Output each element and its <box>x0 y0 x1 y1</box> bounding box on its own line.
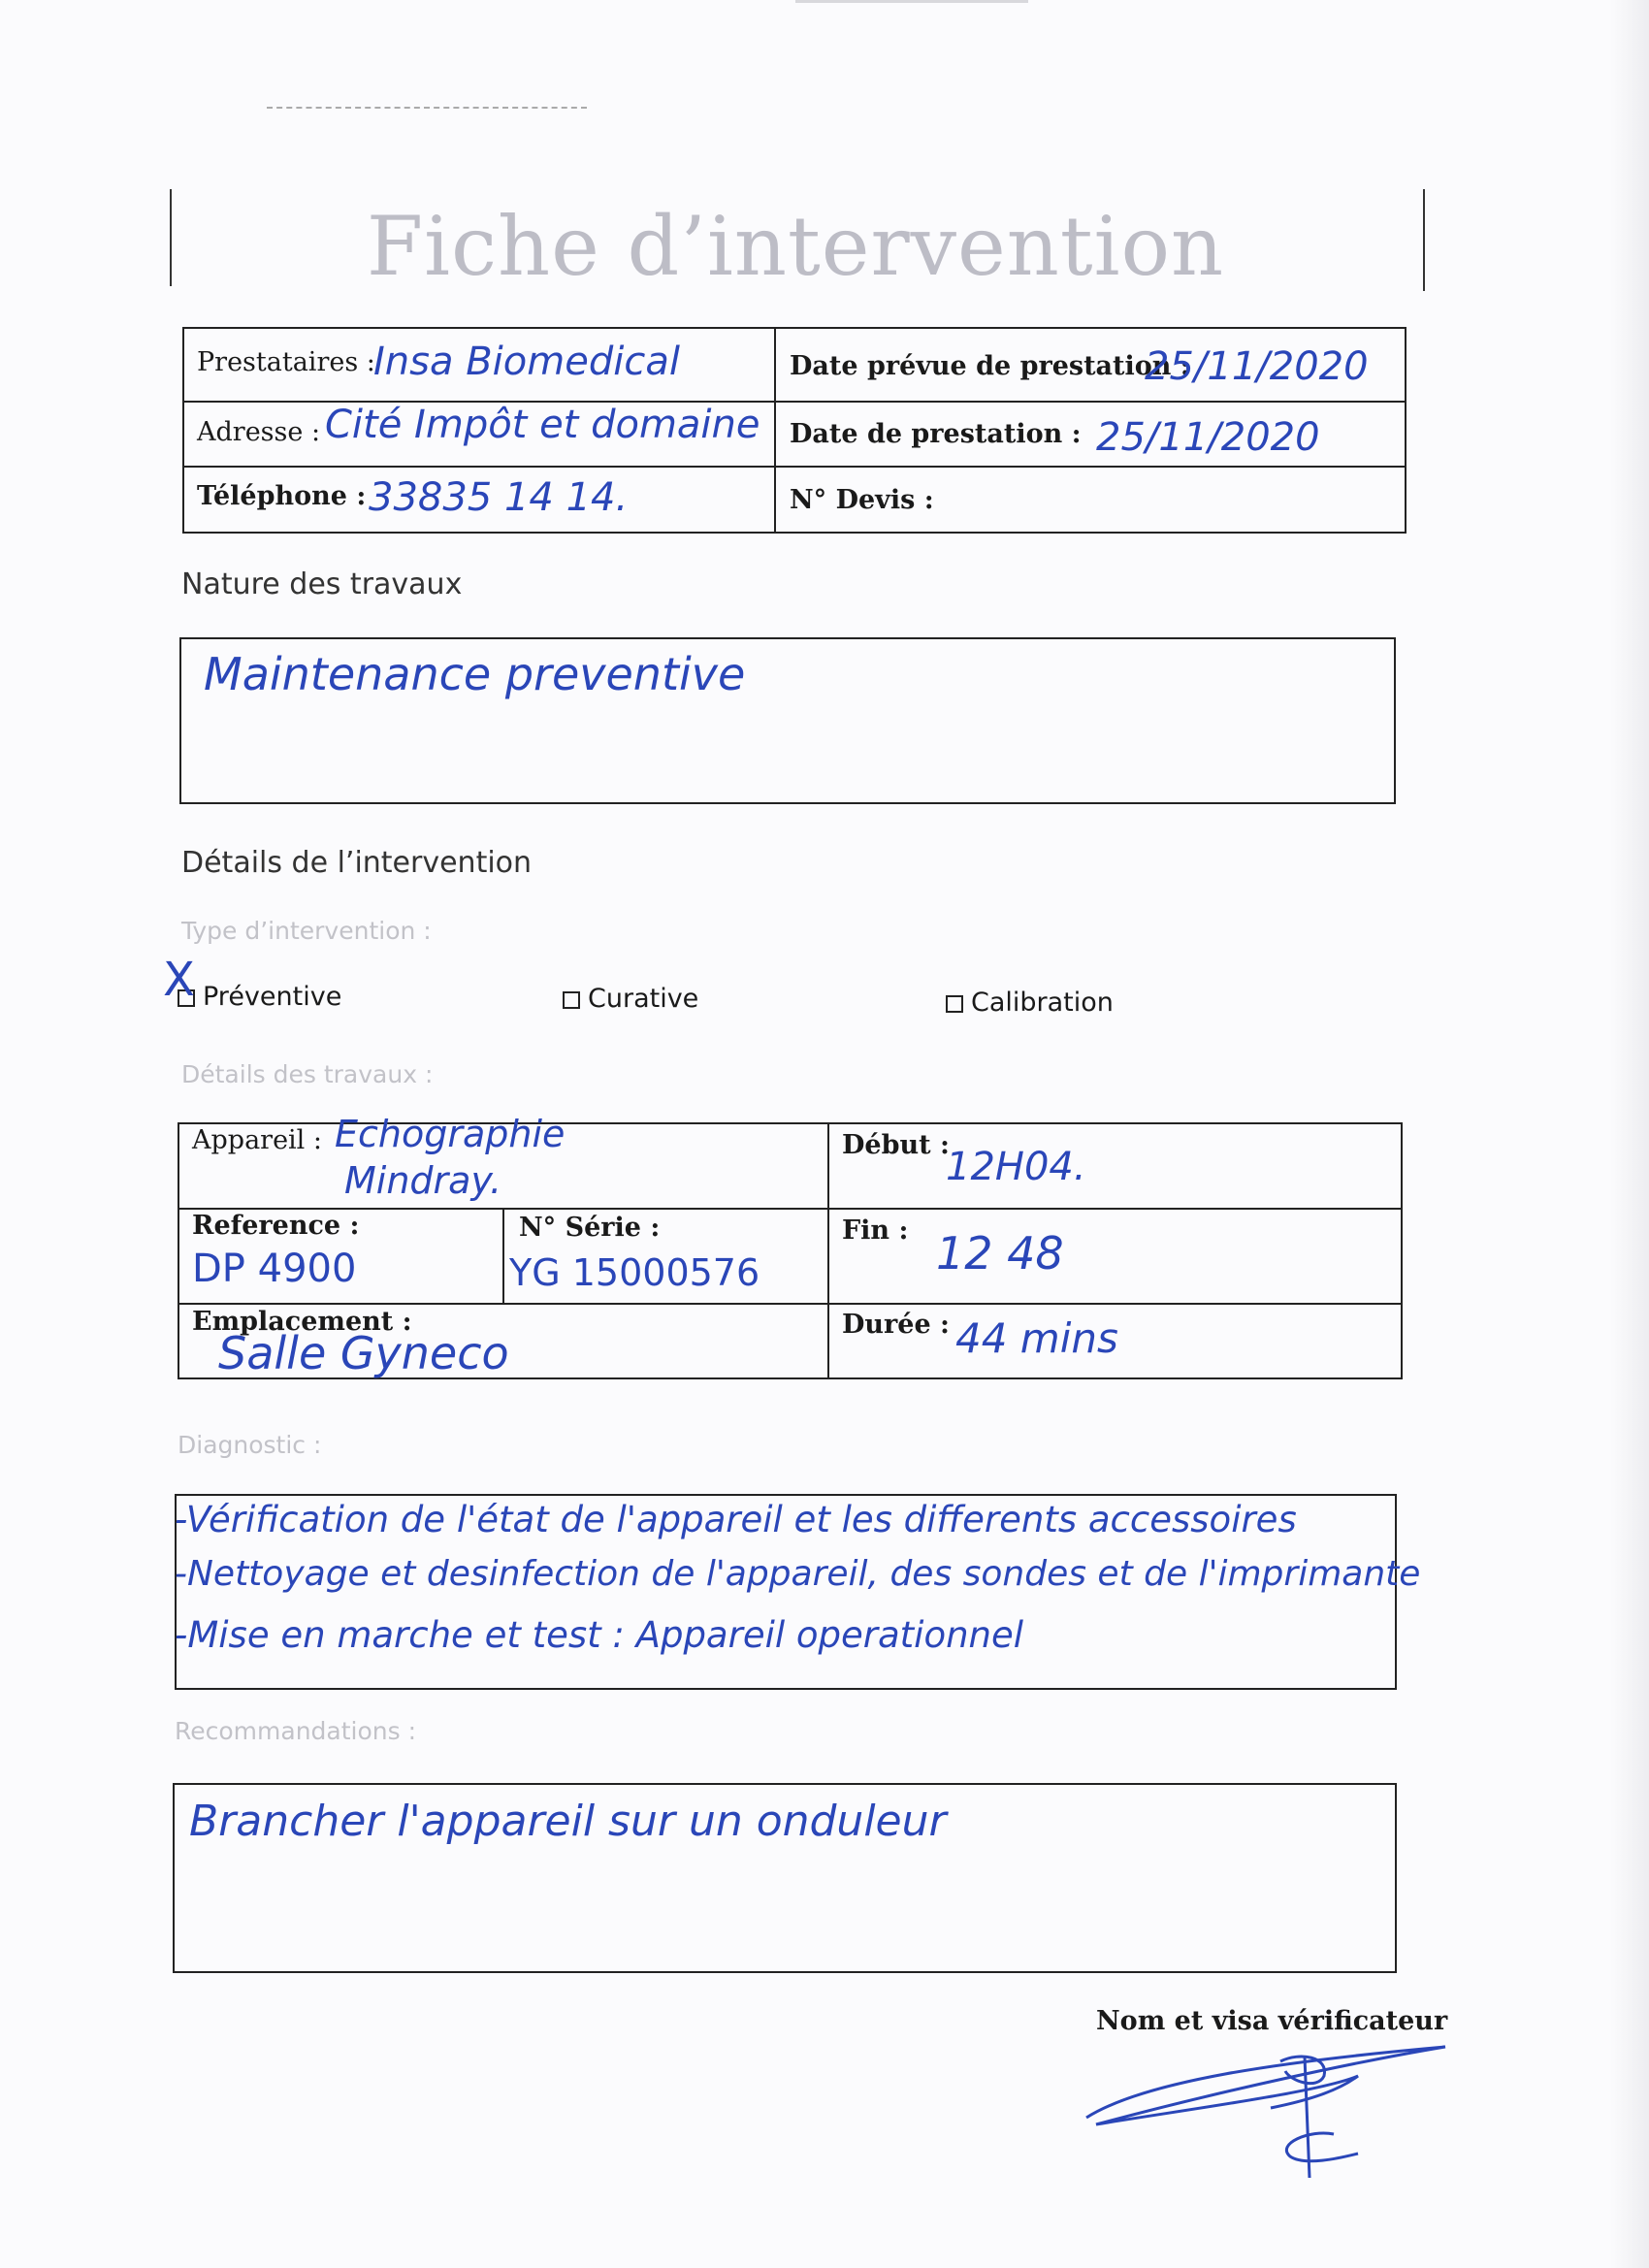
emplacement-value: Salle Gyneco <box>218 1327 509 1379</box>
date-prevue-value: 25/11/2020 <box>1145 344 1369 389</box>
reference-value: DP 4900 <box>192 1247 357 1291</box>
reference-label: Reference : <box>192 1211 360 1241</box>
duree-value: 44 mins <box>955 1314 1118 1362</box>
nature-value: Maintenance preventive <box>204 648 746 700</box>
diagnostic-line-2: -Nettoyage et desinfection de l'appareil, des sondes et de l'imprimante <box>175 1554 1421 1594</box>
equip-row-divider-2 <box>178 1303 1403 1305</box>
header-col-divider <box>774 327 776 534</box>
preventive-check-mark: X <box>163 953 195 1007</box>
signature-label: Nom et visa vérificateur <box>1096 2006 1448 2036</box>
prestataires-label: Prestataires : <box>197 347 375 377</box>
scan-dashes <box>267 107 587 112</box>
equip-col-divider <box>827 1122 829 1379</box>
page-edge-shadow <box>1610 0 1649 2268</box>
nature-heading: Nature des travaux <box>181 567 463 601</box>
date-prestation-label: Date de prestation : <box>790 419 1082 449</box>
date-prestation-value: 25/11/2020 <box>1096 415 1320 460</box>
recommandations-value: Brancher l'appareil sur un onduleur <box>189 1797 947 1846</box>
devis-label: N° Devis : <box>790 485 934 515</box>
scan-mark-top <box>795 0 1028 3</box>
option-preventive[interactable] <box>163 953 342 1012</box>
preventive-label: Préventive <box>203 982 342 1012</box>
serie-value: YG 15000576 <box>509 1251 760 1294</box>
calibration-label: Calibration <box>971 988 1114 1018</box>
adresse-value: Cité Impôt et domaine <box>325 403 760 447</box>
serie-label: N° Série : <box>519 1213 661 1243</box>
appareil-value-1: Echographie <box>335 1113 566 1155</box>
page-title: Fiche d’intervention <box>366 199 1225 294</box>
option-curative[interactable] <box>563 984 698 1014</box>
date-prevue-label: Date prévue de prestation : <box>790 351 1190 381</box>
diagnostic-line-1: -Vérification de l'état de l'appareil et les differents accessoires <box>175 1499 1297 1540</box>
diagnostic-label: Diagnostic : <box>178 1431 322 1459</box>
header-row-divider-2 <box>182 466 1406 468</box>
curative-label: Curative <box>588 984 699 1014</box>
telephone-label: Téléphone : <box>197 481 367 511</box>
details-travaux-label: Détails des travaux : <box>181 1060 434 1088</box>
appareil-value-2: Mindray. <box>344 1159 502 1202</box>
type-intervention-label: Type d’intervention : <box>181 917 432 945</box>
prestataires-value: Insa Biomedical <box>373 340 680 384</box>
debut-value: 12H04. <box>946 1145 1086 1189</box>
debut-label: Début : <box>842 1130 950 1160</box>
appareil-label: Appareil : <box>192 1125 322 1155</box>
signature-scribble <box>1067 2023 1455 2187</box>
recommandations-label: Recommandations : <box>175 1717 417 1745</box>
fin-label: Fin : <box>842 1215 909 1246</box>
telephone-value: 33835 14 14. <box>369 475 629 520</box>
duree-label: Durée : <box>842 1310 950 1340</box>
diagnostic-line-3: -Mise en marche et test : Appareil operationnel <box>175 1614 1024 1656</box>
curative-checkbox[interactable] <box>563 991 580 1009</box>
equip-row-divider-1 <box>178 1208 1403 1210</box>
option-calibration[interactable] <box>946 988 1114 1018</box>
fin-value: 12 48 <box>936 1227 1064 1280</box>
emplacement-label: Emplacement : <box>192 1307 412 1337</box>
adresse-label: Adresse : <box>197 417 321 447</box>
equip-ref-serie-divider <box>502 1208 504 1303</box>
details-heading: Détails de l’intervention <box>181 846 533 880</box>
calibration-checkbox[interactable] <box>946 995 963 1013</box>
